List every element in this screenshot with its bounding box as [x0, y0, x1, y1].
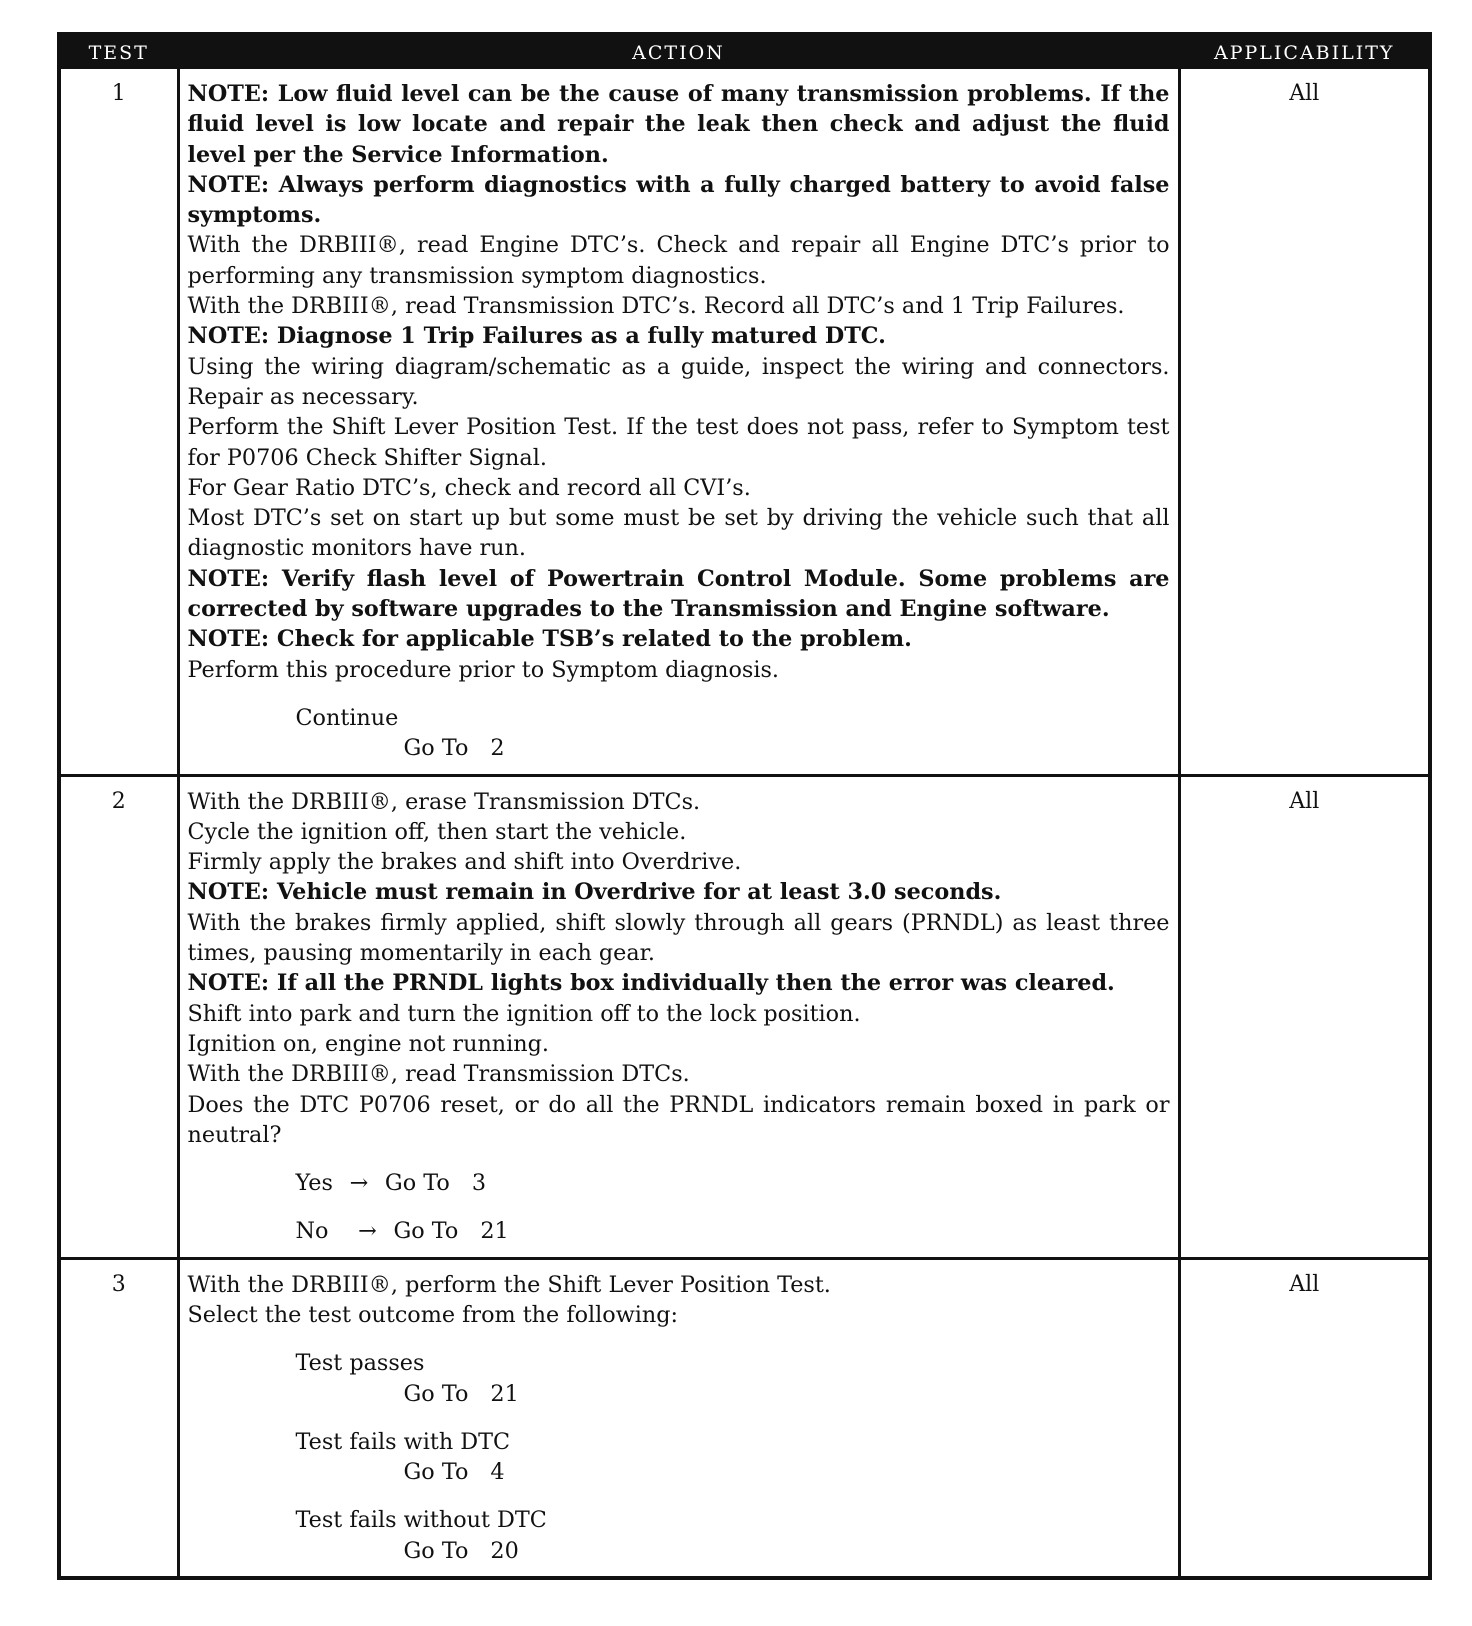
- branch-yes[interactable]: [188, 1168, 1170, 1198]
- goto-target: 2: [490, 735, 505, 762]
- table-row: [61, 775, 1428, 1258]
- goto-target: 21: [490, 1380, 519, 1407]
- goto-target: 21: [480, 1218, 509, 1245]
- action-line: Using the wiring diagram/schematic as a guide, inspect the wiring and connectors. Repair as necessary.: [187, 353, 1170, 410]
- action-cell: [178, 69, 1179, 775]
- test-number: 3: [61, 1258, 178, 1576]
- action-line: With the DRBIII®, erase Transmission DTCs.: [187, 788, 701, 815]
- goto-link[interactable]: [188, 733, 1170, 763]
- action-line: NOTE: Vehicle must remain in Overdrive for at least 3.0 seconds.: [187, 879, 1002, 906]
- action-line: With the brakes firmly applied, shift slowly through all gears (PRNDL) as least three times, pausing momentarily in each gear.: [187, 909, 1170, 967]
- goto-target: 4: [490, 1459, 505, 1486]
- arrow-right-icon: →: [349, 1170, 369, 1197]
- action-line: NOTE: Always perform diagnostics with a fully charged battery to avoid false symptoms.: [187, 171, 1170, 229]
- action-cell: [178, 1258, 1179, 1576]
- branch-label: Yes: [295, 1170, 333, 1197]
- action-line: Shift into park and turn the ignition off to the lock position.: [187, 1000, 861, 1027]
- goto-target: 3: [471, 1170, 486, 1197]
- test-number: 1: [111, 81, 126, 106]
- action-line: Perform this procedure prior to Symptom diagnosis.: [187, 656, 779, 683]
- option-label: Test passes: [295, 1350, 425, 1377]
- goto-link[interactable]: [188, 1379, 1170, 1409]
- header-test: TEST: [61, 36, 178, 69]
- goto-link[interactable]: [188, 1457, 1170, 1487]
- goto-text: Go To: [403, 735, 469, 762]
- table-row: [61, 1258, 1428, 1576]
- action-line: Does the DTC P0706 reset, or do all the PRNDL indicators remain boxed in park or neutral?: [187, 1091, 1170, 1148]
- action-line: With the DRBIII®, read Transmission DTCs.: [187, 1061, 690, 1088]
- action-line: NOTE: If all the PRNDL lights box individually then the error was cleared.: [187, 970, 1115, 997]
- action-line: With the DRBIII®, perform the Shift Lever Position Test.: [187, 1271, 831, 1298]
- table-row: [61, 69, 1428, 775]
- action-line: Most DTC’s set on start up but some must be set by driving the vehicle such that all diagnostic monitors have run.: [187, 505, 1170, 562]
- action-line: Firmly apply the brakes and shift into Overdrive.: [187, 849, 742, 876]
- action-line: NOTE: Verify flash level of Powertrain Control Module. Some problems are corrected by software upgrades to the Transmission and Engine software.: [187, 565, 1170, 623]
- diagnostic-table: [57, 32, 1432, 1580]
- action-line: With the DRBIII®, read Engine DTC’s. Check and repair all Engine DTC’s prior to performing any transmission symptom diagnostics.: [187, 232, 1170, 289]
- test-number: 2: [61, 775, 178, 1258]
- goto-text: Go To: [403, 1537, 469, 1564]
- applicability-value: All: [1179, 1258, 1428, 1576]
- branch-label: No: [295, 1218, 329, 1245]
- applicability-value: All: [1179, 775, 1428, 1258]
- goto-link[interactable]: [188, 1536, 1170, 1566]
- action-line: NOTE: Check for applicable TSB’s related to the problem.: [187, 626, 912, 653]
- goto-text: Go To: [384, 1170, 450, 1197]
- goto-text: Go To: [403, 1459, 469, 1486]
- branch-no[interactable]: [188, 1216, 1170, 1246]
- goto-target: 20: [490, 1537, 519, 1564]
- header-applicability: APPLICABILITY: [1179, 36, 1428, 69]
- action-line: Perform the Shift Lever Position Test. If the test does not pass, refer to Symptom test for P0706 Check Shifter Signal.: [187, 414, 1170, 471]
- arrow-right-icon: →: [358, 1218, 377, 1245]
- action-line: For Gear Ratio DTC’s, check and record all CVI’s.: [187, 474, 751, 501]
- option-label: Continue: [295, 704, 399, 731]
- applicability-value: All: [1179, 69, 1428, 775]
- action-cell: [178, 775, 1179, 1258]
- action-line: With the DRBIII®, read Transmission DTC’s. Record all DTC’s and 1 Trip Failures.: [187, 293, 1125, 320]
- option-label: Test fails without DTC: [295, 1507, 547, 1534]
- action-line: NOTE: Diagnose 1 Trip Failures as a fully matured DTC.: [187, 323, 886, 350]
- goto-text: Go To: [403, 1380, 469, 1407]
- goto-text: Go To: [393, 1218, 459, 1245]
- header-action: ACTION: [178, 36, 1179, 69]
- option-label: Test fails with DTC: [295, 1428, 511, 1455]
- action-line: Cycle the ignition off, then start the vehicle.: [187, 818, 687, 845]
- action-line: Select the test outcome from the following:: [187, 1301, 679, 1328]
- table-header-row: [61, 36, 1428, 69]
- action-line: Ignition on, engine not running.: [187, 1030, 550, 1057]
- action-line: NOTE: Low fluid level can be the cause of many transmission problems. If the fluid level is low locate and repair the leak then check and adjust the fluid level per the Service Information.: [187, 81, 1170, 168]
